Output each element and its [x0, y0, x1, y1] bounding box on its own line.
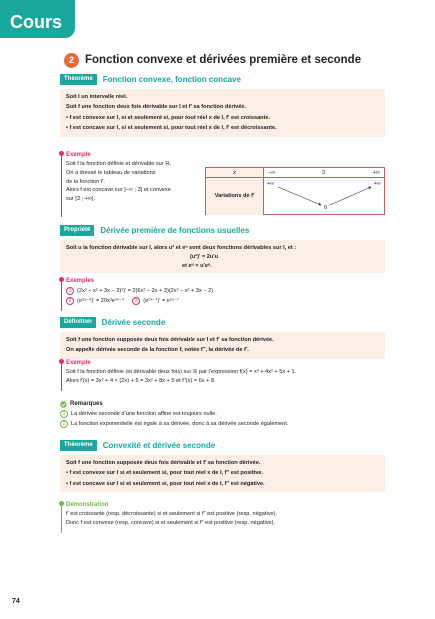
vt-right-value: +∞: [373, 181, 381, 187]
vt-row-label: Variations de f′: [206, 178, 264, 215]
section-heading: [64, 52, 361, 69]
vt-x-mid: 3: [322, 170, 326, 176]
remark-icon: [60, 401, 67, 408]
theorem-line: • f est concave sur I, si et seulement si, pour tout réel x de I, f′ est décroissante.: [66, 125, 277, 132]
vt-min-value: 0: [324, 205, 328, 211]
example-1: [66, 151, 206, 203]
vt-x-right: +∞: [372, 170, 380, 176]
remark-text: La fonction exponentielle est égale à sa dérivée, donc à sa dérivée seconde également.: [71, 421, 289, 428]
theorem-convexity-second-derivative: [60, 440, 385, 492]
example-line: de la fonction f′.: [66, 178, 105, 185]
examples-rule: [61, 281, 62, 311]
example-formula: (e⁵ˣ⁻⁴)′ = 20x³e⁵ˣ⁻⁴: [77, 298, 125, 305]
theorem2-title: Convexité et dérivée seconde: [102, 441, 216, 450]
example3-line: Alors f′(x) = 3x² + 4 × (2x) + 5 = 3x² + 8x + 5 et f″(x) = 6x + 8.: [66, 378, 216, 385]
example-line: Alors f est concave sur ]−∞ ; 3] et convexe: [66, 187, 171, 194]
theorem2-box: [60, 455, 385, 493]
theorem-tag: Théorème: [60, 74, 97, 85]
remark-text: La dérivée seconde d’une fonction affine est toujours nulle.: [71, 410, 217, 417]
demonstration-rule: [61, 505, 62, 533]
theorem-line: Soit f une fonction deux fois dérivable sur I et f′ sa fonction dérivée.: [66, 104, 247, 111]
theorem2-tag: Théorème: [60, 440, 97, 451]
property-derivatives: [60, 225, 385, 273]
section-title: Fonction convexe et dérivées première et seconde: [85, 54, 362, 66]
example-formula: (e⁵ˣ⁻⁷)′ = e⁵ˣ⁻⁷: [143, 298, 179, 305]
banner-title: Cours: [10, 12, 63, 32]
definition-box: [60, 332, 385, 359]
property-line: (u²)′ = 2u′u: [190, 254, 219, 261]
example-label: Exemple: [66, 152, 91, 158]
definition-line: On appelle dérivée seconde de la fonction f, notée f″, la dérivée de f′.: [66, 347, 249, 354]
variation-arrows: [264, 178, 385, 215]
property-line: Soit u la fonction dérivable sur I, alors u² et eᵘ sont deux fonctions dérivables sur I, et :: [66, 244, 297, 251]
arrow-increasing: [330, 187, 371, 205]
theorem-box: [60, 89, 385, 138]
property-tag: Propriété: [60, 225, 94, 236]
example-number: 2: [66, 297, 74, 305]
definition-second-derivative: [60, 317, 385, 359]
examples-2: [66, 277, 391, 307]
example-number: 3: [132, 297, 140, 305]
remarks: [60, 400, 385, 430]
theorem2-line: • f est concave sur I si et seulement si, pour tout réel x de I, f″ est négative.: [66, 480, 265, 487]
variation-table: [205, 167, 385, 215]
property-line: et eᵘ = u′eᵘ.: [182, 262, 212, 269]
demonstration-label: Démonstration: [66, 502, 109, 508]
example3-label: Exemple: [66, 360, 91, 366]
theorem-line: Soit I un intervalle réel.: [66, 93, 128, 100]
section-number: 2: [64, 53, 79, 68]
demonstration-line: f′ est croissante (resp. décroissante) si et seulement si f″ est positive (resp. négative).: [66, 510, 278, 517]
theorem-title: Fonction convexe, fonction concave: [102, 75, 241, 84]
example-line: sur [3 ; +∞[.: [66, 195, 96, 202]
example-3: [66, 359, 391, 387]
example-rule: [61, 155, 62, 217]
definition-title: Dérivée seconde: [101, 318, 166, 327]
demonstration: [66, 501, 391, 529]
examples-label: Exemples: [66, 278, 95, 284]
remarks-label: Remarques: [70, 401, 103, 407]
example-line: Soit f la fonction définie et dérivable sur ℝ.: [66, 160, 172, 167]
remark-number: 2: [60, 420, 68, 428]
example3-rule: [61, 363, 62, 391]
arrow-decreasing: [278, 187, 321, 205]
property-title: Dérivée première de fonctions usuelles: [100, 226, 250, 235]
vt-x-header: x: [206, 168, 264, 177]
theorem2-line: • f est convexe sur I si et seulement si, pour tout réel x de I, f″ est positive.: [66, 470, 264, 477]
vt-left-value: +∞: [267, 181, 275, 187]
example-line: On a dressé le tableau de variations: [66, 170, 156, 177]
vt-x-left: −∞: [268, 170, 276, 176]
theorem2-line: Soit f une fonction supposée deux fois dérivable et f′ sa fonction dérivée.: [66, 459, 261, 466]
cours-banner: [0, 0, 75, 38]
definition-tag: Définition: [60, 317, 96, 328]
demonstration-line: Donc f est convexe (resp. concave) si et seulement si f″ est positive (resp. négative).: [66, 520, 276, 527]
example-formula: (2x³ − x² + 3x − 2)²)′ = 2(6x² − 2x + 3)(2x³ − x² + 3x − 2): [77, 287, 214, 294]
example3-line: Soit f la fonction définie (et dérivable deux fois) sur ℝ par l’expression f(x) = x³ + 4x² + 5x + 1.: [66, 368, 297, 375]
theorem-convex-concave: [60, 74, 385, 137]
property-box: [60, 240, 385, 273]
page-number: 74: [12, 598, 20, 605]
remark-number: 1: [60, 410, 68, 418]
definition-line: Soit f une fonction supposée deux fois dérivable sur I et f′ sa fonction dérivée.: [66, 336, 274, 343]
theorem-line: • f est convexe sur I, si et seulement si, pour tout réel x de I, f′ est croissante.: [66, 114, 271, 121]
example-number: 1: [66, 287, 74, 295]
